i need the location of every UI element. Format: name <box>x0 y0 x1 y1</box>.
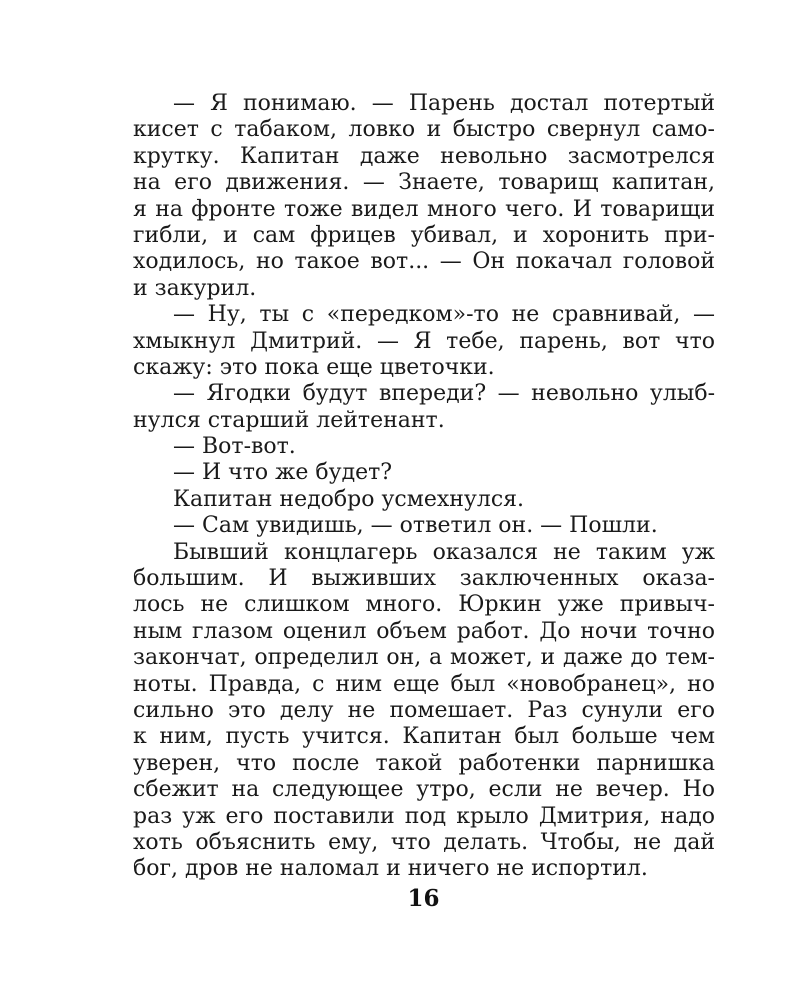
text-line: хмыкнул Дмитрий. — Я тебе, парень, вот что <box>133 328 715 354</box>
text-line: Капитан недобро усмехнулся. <box>173 486 525 512</box>
text-line: сбежит на следующее утро, если не вечер. Но <box>133 777 715 803</box>
text-line: закончат, определил он, а может, и даже до тем- <box>133 645 715 671</box>
text-line: сильно это делу не помешает. Раз сунули его <box>133 697 715 723</box>
text-line: хоть объяснить ему, что делать. Чтобы, не дай <box>133 829 715 855</box>
text-line: лось не слишком много. Юркин уже привыч- <box>133 592 715 618</box>
text-line: большим. И выживших заключенных оказа- <box>133 566 715 592</box>
text-line: кисет с табаком, ловко и быстро свернул само- <box>133 117 715 143</box>
text-line: крутку. Капитан даже невольно засмотрелся <box>133 143 715 169</box>
text-line: скажу: это пока еще цветочки. <box>133 354 495 380</box>
text-line: ным глазом оценил объем работ. До ночи точно <box>133 618 715 644</box>
text-line: гибли, и сам фрицев убивал, и хоронить при- <box>133 222 715 248</box>
body-text <box>133 91 715 883</box>
text-line: раз уж его поставили под крыло Дмитрия, надо <box>133 803 715 829</box>
text-line: — Ягодки будут впереди? — невольно улыб- <box>173 381 715 407</box>
text-line: — Сам увидишь, — ответил он. — Пошли. <box>173 513 658 539</box>
page-number: 16 <box>407 885 440 912</box>
text-line: к ним, пусть учится. Капитан был больше чем <box>133 724 715 750</box>
text-line: ходилось, но такое вот... — Он покачал головой <box>133 249 715 275</box>
text-line: Бывший концлагерь оказался не таким уж <box>173 539 715 565</box>
text-line: уверен, что после такой работенки парнишка <box>133 750 715 776</box>
text-line: — Ну, ты с «передком»-то не сравнивай, — <box>173 302 715 328</box>
text-line: — И что же будет? <box>173 460 393 486</box>
text-line: нулся старший лейтенант. <box>133 407 445 433</box>
text-line: и закурил. <box>133 275 257 301</box>
text-line: я на фронте тоже видел много чего. И товарищи <box>133 196 715 222</box>
text-line: — Я понимаю. — Парень достал потертый <box>173 91 715 116</box>
text-line: ноты. Правда, с ним еще был «новобранец», но <box>133 671 715 697</box>
text-line: бог, дров не наломал и ничего не испортил. <box>133 856 648 882</box>
text-line: на его движения. — Знаете, товарищ капитан, <box>133 170 715 196</box>
text-line: — Вот-вот. <box>173 434 296 460</box>
